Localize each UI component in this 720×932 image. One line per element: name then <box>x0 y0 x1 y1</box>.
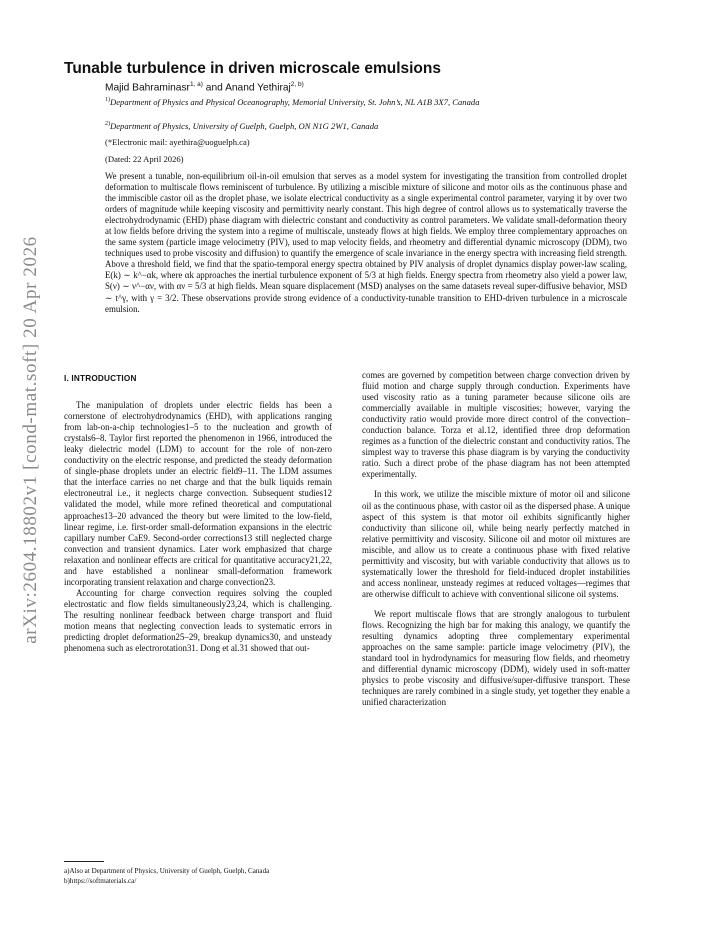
author-conjunction: and <box>202 82 226 94</box>
arxiv-identifier-text: arXiv:2604.18802v1 [cond-mat.soft] 20 Apr 2026 <box>20 236 42 644</box>
affiliation <box>105 95 625 107</box>
body-paragraph: In this work, we utilize the miscible mixture of motor oil and silicone oil as the continuous phase, with castor oil as the dispersed phase. A unique aspect of this system is that motor oil exhibits significantly higher conductivity than silicone oil, while being nearly perfectly matched in relative permittivity and viscosity. Silicone oil and motor oil mixtures are miscible, and allow us to create a continuous phase with fixed relative permittivity and viscosity, but with variable conductivity that allows us to systematically lower the threshold for field-induced droplet instabilities and access nonlinear, unsteady regimes at reduced voltages—regimes that are otherwise difficult to achieve with conventional silicone oil systems. <box>362 489 630 599</box>
author-name: Majid Bahraminasr <box>105 82 190 94</box>
footnote: a)Also at Department of Physics, University of Guelph, Guelph, Canada <box>64 867 270 875</box>
author-superscript: 2, b) <box>290 81 304 88</box>
paper-title: Tunable turbulence in driven microscale emulsions <box>64 60 441 77</box>
affiliation-text: Department of Physics, University of Guelph, Guelph, ON N1G 2W1, Canada <box>110 120 379 131</box>
affiliation <box>105 119 625 131</box>
body-paragraph: The manipulation of droplets under electric fields has been a cornerstone of electrohydrodynamics (EHD), with applications ranging from lab-on-a-chip technologies1–5 to the nucleation and growth of crystals6–8. Taylor first reported the phenomenon in 1966, introduced the leaky dielectric model (LDM) to account for the role of non-zero conductivity on the electric response, and predicted the steady deformation of single-phase droplets under an electric field9–11. The LDM assumes that the interface carries no net charge and that the bulk liquids remain electroneutral i.e., it neglects charge convection. Subsequent studies12 validated the model, while more refined theoretical and computational approaches13–20 advanced the theory but were limited to the low-field, linear regime, i.e. first-order small-deformation expansions in the electric capillary number CaE9. Second-order corrections13 still neglected charge convection and transient dynamics. Later work emphasized that charge relaxation and nonlinear effects are critical for quantitative accuracy21,22, and have established a nonlinear small-deformation framework incorporating transient relaxation and charge convection23. <box>64 400 332 587</box>
affiliation-marker: 2) <box>105 121 110 127</box>
body-paragraph: comes are governed by competition between charge convection driven by fluid motion and charge supply through conduction. Experiments have used viscosity ratio as a tuning parameter because silicone oils are commercially available in multiple viscosities; however, varying the conductivity ratio would provide more direct control of the convection–conduction balance. Torza et al.12, identified three drop deformation regimes as a function of the dielectric constant and conductivity ratios. The simplest way to traverse this phase diagram is by varying the conductivity ratio. Such a direct probe of the phase diagram has not been attempted experimentally. <box>362 370 630 480</box>
arxiv-identifier <box>8 230 54 650</box>
author-name: Anand Yethiraj <box>225 82 291 94</box>
author-superscript: 1, a) <box>189 81 203 88</box>
footnote-divider <box>64 861 104 862</box>
affiliation-text: Department of Physics and Physical Oceanography, Memorial University, St. John’s, NL A1B 3X7, Canada <box>110 96 480 107</box>
abstract: We present a tunable, non-equilibrium oil-in-oil emulsion that serves as a model system for investigating the transition from controlled droplet deformation to multiscale flows reminiscent of turbulence. By utilizing a miscible mixture of silicone and motor oils as the continuous phase and the immiscible castor oil as the droplet phase, we isolate electrical conductivity as a single experimental control parameter, varying it by over two orders of magnitude while keeping viscosity and permittivity nearly constant. This high degree of control allows us to systematically traverse the electrohydrodynamic (EHD) phase diagram with dielectric constant and conductivity as control parameters. We validate small-deformation theory at low fields before driving the system into a regime of multiscale, unsteady flows at high fields. We employ three complementary approaches on the same system (particle image velocimetry (PIV), used to map velocity fields, and rheometry and differential dynamic microscopy (DDM), two techniques used to probe viscosity and diffusion) to quantify the emergence of scale invariance in the energy spectra with increasing field strength. Above a threshold field, we find that the spatio-temporal energy spectra obtained by PIV analysis of droplet dynamics display power-law scaling, E(k) ∼ k^−αk, where αk approaches the inertial turbulence exponent of 5/3 at high fields. Energy spectra from rheometry also yield a power law, S(ν) ∼ ν^−αν, with αν = 5/3 at high fields. Mean square displacement (MSD) analyses on the same datasets reveal super-diffusive behavior, MSD ∼ t^γ, with γ = 3/2. These observations provide strong evidence of a conductivity-tunable transition to EHD-driven turbulence in a microscale emulsion. <box>105 171 627 314</box>
body-paragraph: We report multiscale flows that are strongly analogous to turbulent flows. Recognizing the high bar for making this analogy, we quantify the resulting dynamics adopting three complementary experimental approaches on the same sample: particle image velocimetry (PIV), the standard tool in hydrodynamics for measuring flow fields, and rheometry and differential dynamic microscopy (DDM), widely used in soft-matter physics to probe viscosity and diffusive/super-diffusive transport. These techniques are rarely combined in a single study, yet together they enable a unified characterization <box>362 608 630 708</box>
footnotes <box>64 867 344 886</box>
affiliation-marker: 1) <box>105 97 110 103</box>
footnote-link[interactable]: b)https://softmaterials.ca/ <box>64 876 137 885</box>
corresponding-email: (*Electronic mail: ayethira@uoguelph.ca) <box>105 137 250 147</box>
date-line: (Dated: 22 April 2026) <box>105 154 184 164</box>
author-list <box>105 81 304 93</box>
right-column <box>362 370 630 708</box>
body-paragraph: Accounting for charge convection requires solving the coupled electrostatic and flow fields simultaneously23,24, which is challenging. The resulting nonlinear feedback between charge transport and fluid motion means that neglecting convection leads to systematic errors in predicting droplet deformation25–29, breakup dynamics30, and unsteady phenomena such as electrorotation31. Dong et al.31 showed that out- <box>64 587 332 654</box>
section-heading: I. INTRODUCTION <box>64 374 137 383</box>
left-column <box>64 370 332 654</box>
